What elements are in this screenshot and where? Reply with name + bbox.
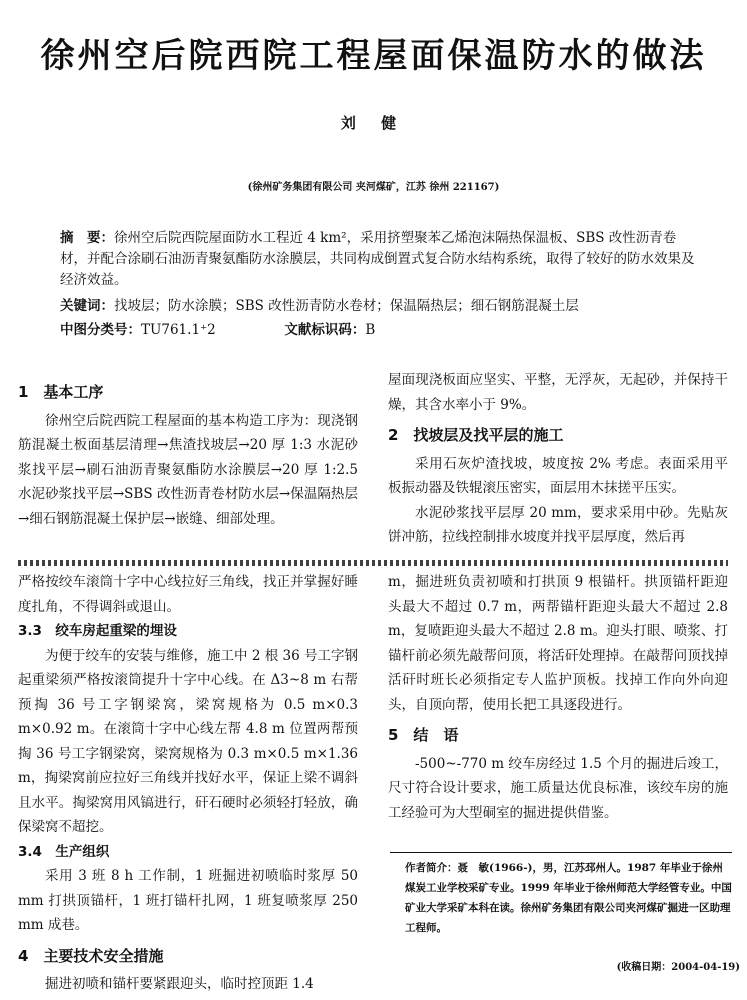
paragraph-winch-alignment: 严格按绞车滚筒十字中心线拉好三角线，找正并掌握好睡度扎角，不得调斜或退山。	[18, 574, 358, 615]
abstract	[60, 228, 700, 291]
keywords	[60, 296, 700, 317]
lower-right-column	[388, 570, 728, 825]
section-2-heading: 2 找坡层及找平层的施工	[388, 426, 564, 444]
paragraph-anchor: m，掘进班负责初喷和打拱顶 9 根锚杆。拱顶锚杆距迎头最大不超过 0.7 m，两帮锚杆距迎头最大不超过 2.8 m，复喷距迎头最大不超过 2.8 m。迎头打眼、喷浆、打锚杆前必须先敲帮问顶，将活矸处理掉。在敲帮问顶找掉活矸时班长必须指定专人监护顶板。找掉工作向外向迎头，自顶向帮，使用长把工具逐段进行。	[388, 574, 728, 713]
upper-right-column	[388, 368, 728, 550]
clipping-divider	[18, 560, 728, 566]
section-3-4-heading: 3.4 生产组织	[18, 843, 110, 860]
paragraph-beam-embedding: 为便于绞车的安装与维修，施工中 2 根 36 号工字钢起重梁须严格按滚筒提升十字中心线。在 Δ3~8 m 右帮预掏 36 号工字钢梁窝，梁窝规格为 0.5 m×0.3 m×0.92 m。在滚筒十字中心线左帮 4.8 m 位置两帮预掏 36 号工字钢梁窝，梁窝规格为 0.3 m×0.5 m×1.36 m，掏梁窝前应拉好三角线并找好水平，保证上梁不调斜且水平。掏梁窝用风镐进行，矸石硬时必须轻打轻放，确保梁窝不超挖。	[18, 647, 358, 835]
section-5-heading: 5 结 语	[388, 726, 459, 744]
affiliation: (徐州矿务集团有限公司 夹河煤矿，江苏 徐州 221167)	[247, 182, 500, 193]
keywords-text: 找坡层；防水涂膜；SBS 改性沥青防水卷材；保温隔热层；细石钢筋混凝土层	[114, 298, 579, 314]
author-note-text: 聂 敏(1966-)，男，江苏邳州人。1987 年毕业于徐州煤炭工业学校采矿专业。1999 年毕业于徐州师范大学经管专业。中国矿业大学采矿本科在读。徐州矿务集团有限公司夹河煤矿掘进一区助理工程师。	[405, 862, 732, 934]
paragraph-safety: 掘进初喷和锚杆要紧跟迎头，临时控顶距 1.4	[45, 976, 314, 992]
paragraph-surface: 屋面现浇板面应坚实、平整，无浮灰，无起砂，并保持干燥，其含水率小于 9%。	[388, 372, 728, 413]
abstract-label: 摘 要：	[60, 230, 114, 246]
author-note	[405, 858, 732, 938]
clc-value: TU761.1⁺2	[141, 322, 216, 338]
section-1-paragraph: 徐州空后院西院工程屋面的基本构造工序为：现浇钢筋混凝土板面基层清理→焦渣找坡层→20 厚 1:3 水泥砂浆找平层→刷石油沥青聚氨酯防水涂膜层→20 厚 1:2.5 水泥砂浆找平层→SBS 改性沥青卷材防水层→保温隔热层→细石钢筋混凝土保护层→嵌缝、细部处理。	[18, 412, 358, 527]
paragraph-production: 采用 3 班 8 h 工作制，1 班掘进初喷临时浆厚 50 mm 打拱顶锚杆，1 班打锚杆扎网，1 班复喷浆厚 250 mm 成巷。	[18, 868, 358, 933]
received-date: (收稿日期：2004-04-19)	[616, 962, 740, 973]
classification-line	[60, 320, 700, 341]
section-3-3-heading: 3.3 绞车房起重梁的埋设	[18, 623, 177, 639]
abstract-text: 徐州空后院西院屋面防水工程近 4 km²，采用挤塑聚苯乙烯泡沫隔热保温板、SBS 改性沥青卷材，并配合涂刷石油沥青聚氨酯防水涂膜层，共同构成倒置式复合防水结构系统，取得了较好的防水效果及经济效益。	[60, 230, 695, 288]
upper-left-column	[18, 374, 358, 531]
doc-code-value: B	[365, 322, 376, 338]
section-4-heading: 4 主要技术安全措施	[18, 946, 164, 965]
note-divider	[390, 852, 732, 853]
keywords-label: 关键词：	[60, 298, 114, 314]
paragraph-conclusion: -500~-770 m 绞车房经过 1.5 个月的掘进后竣工，尺寸符合设计要求，施工质量达优良标准，该绞车房的施工经验可为大型硐室的掘进提供借鉴。	[388, 755, 728, 821]
paragraph-slope: 采用石灰炉渣找坡，坡度按 2% 考虑。表面采用平板振动器及铁辊滚压密实，面层用木抹搓平压实。	[388, 455, 728, 496]
section-1-heading: 1 基本工序	[18, 383, 104, 401]
author-note-label: 作者简介：	[405, 862, 458, 874]
clc-label: 中图分类号：	[60, 322, 141, 338]
lower-left-column	[18, 570, 358, 997]
doc-code-label: 文献标识码：	[284, 322, 366, 338]
paragraph-leveling: 水泥砂浆找平层厚 20 mm，要求采用中砂。先贴灰饼冲筋，拉线控制排水坡度并找平层厚度，然后再	[388, 504, 728, 545]
article-title: 徐州空后院西院工程屋面保温防水的做法	[40, 36, 707, 76]
author-name: 刘 健	[340, 114, 407, 132]
